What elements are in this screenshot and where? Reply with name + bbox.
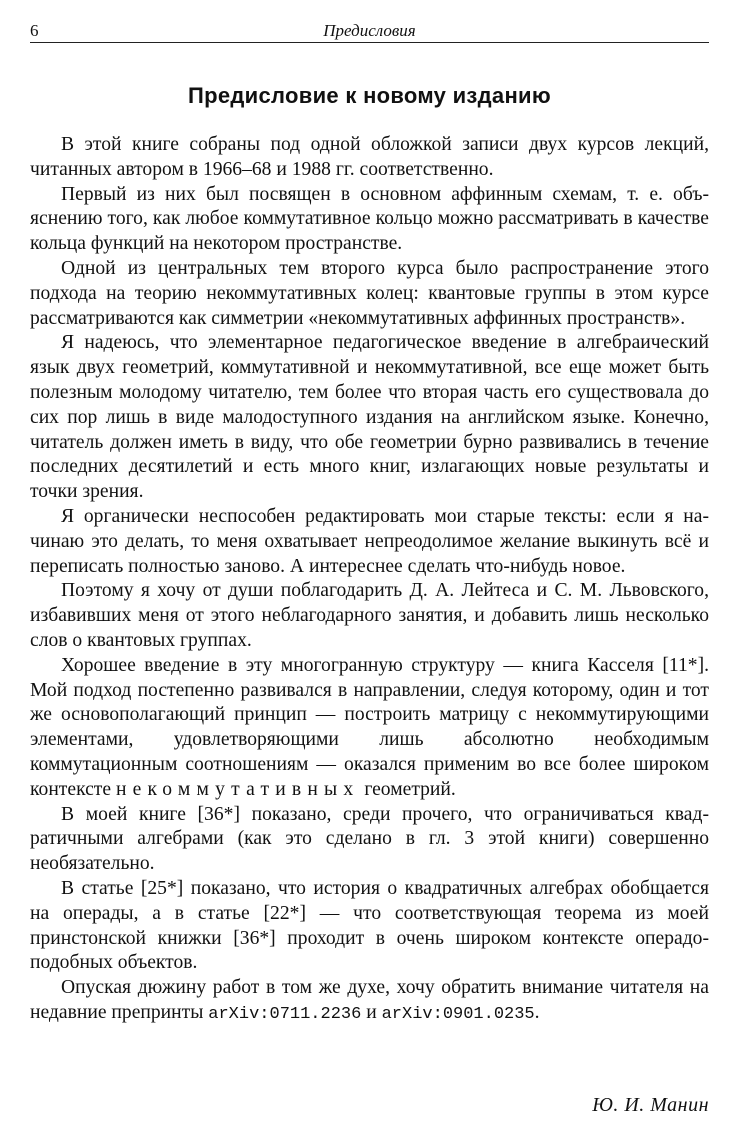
paragraph-7 xyxy=(30,654,709,803)
paragraph-9: В статье [25*] показано, что история о квадратичных алгебрах обобщается на операды, а в статье [22*] — что соответствующая теорема из моей принстонской книжки [36*] проходит в очень широком контексте операдоподобных объектов. xyxy=(30,877,709,974)
paragraph-4: Я надеюсь, что элементарное педагогическое введение в алгебраический язык двух геометрий, коммутативной и некоммутативной, все еще может быть полезным молодому читателю, тем более что вторая часть его существовала до сих пор лишь в виде малодоступного издания на английском языке. Конечно, читатель должен иметь в виду, что обе геометрии бурно развивались в течение последних десятилетий и есть много книг, излагающих новые результаты и точки зрения. xyxy=(30,332,709,503)
body-text xyxy=(30,133,709,1028)
running-header xyxy=(30,20,709,43)
paragraph-8: В моей книге [36*] показано, среди прочего, что ограничиваться квадратичными алгебрами (как это сделано в гл. 3 этой книги) совершенно необязательно. xyxy=(30,803,709,875)
section-title: Предисловие к новому изданию xyxy=(188,83,551,108)
arxiv-reference-2: arXiv:0901.0235 xyxy=(381,1004,535,1024)
spaced-emphasis: некоммутативных xyxy=(115,778,360,800)
paragraph-5: Я органически неспособен редактировать мои старые тексты: если я начинаю это делать, то меня охватывает непреодолимое желание выкинуть всё и переписать полностью заново. А интереснее сделать что-нибудь новое. xyxy=(30,505,709,577)
paragraph-1: В этой книге собраны под одной обложкой записи двух курсов лекций, читанных автором в 1966–68 и 1988 гг. соответственно. xyxy=(30,134,709,180)
arxiv-reference-1: arXiv:0711.2236 xyxy=(208,1004,362,1024)
paragraph-10 xyxy=(30,976,709,1028)
paragraph-10-text: Опуская дюжину работ в том же духе, хочу обратить внимание читателя на недавние препринты xyxy=(30,977,709,1023)
paragraph-6: Поэтому я хочу от души поблагодарить Д. А. Лейтеса и С. М. Львовского, избавивших меня от этого неблагодарного занятия, и добавить лишь несколько слов о квантовых группах. xyxy=(30,580,709,651)
paragraph-3: Одной из центральных тем второго курса было распространение этого подхода на теорию некоммутативных колец: квантовые группы в этом курсе рассматриваются как симметрии «некоммутативных аффинных пространств». xyxy=(30,257,709,329)
paragraph-7-end: геометрий. xyxy=(359,778,456,800)
running-title: Предисловия xyxy=(323,21,416,40)
paragraph-7-text: Хорошее введение в эту многогранную структуру — книга Касселя [11*]. Мой подход постепенно развивался в направлении, следуя которому, один и тот же основополагающий принцип — построить матрицу с некоммутирующими элементами, удовлетворяющими лишь абсолютно необходимым коммутационным соотношениям — оказался применим во все более широком контексте xyxy=(30,654,709,800)
page-number: 6 xyxy=(30,21,39,40)
paragraph-10-end: . xyxy=(534,1001,540,1023)
paragraph-10-conjunction: и xyxy=(361,1001,382,1023)
author-signature: Ю. И. Манин xyxy=(592,1094,709,1116)
paragraph-2: Первый из них был посвящен в основном аффинным схемам, т. е. объяснению того, как любое коммутативное кольцо можно рассматривать в качестве кольца функций на некотором пространстве. xyxy=(30,183,709,255)
